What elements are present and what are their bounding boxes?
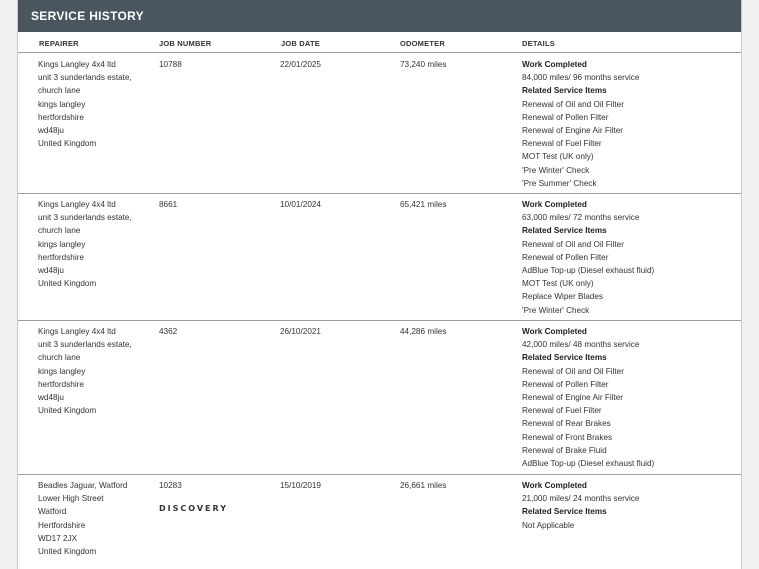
repairer-address-line: wd48ju — [38, 393, 64, 403]
repairer-address-line: hertfordshire — [38, 379, 84, 389]
repairer-address-line: United Kingdom — [38, 279, 97, 289]
repairer-address-line: church lane — [38, 86, 81, 96]
table-row — [18, 320, 741, 475]
repairer-address-line: unit 3 sunderlands estate, — [38, 73, 132, 83]
service-item: Replace Wiper Blades — [522, 292, 604, 302]
job-date-cell — [280, 58, 321, 71]
work-completed-label: Work Completed — [522, 200, 587, 209]
repairer-address-line: wd48ju — [38, 126, 64, 136]
job-date: 22/01/2025 — [280, 60, 321, 69]
work-completed-label: Work Completed — [522, 60, 587, 69]
service-item: 'Pre Winter' Check — [522, 305, 590, 315]
repairer-address — [38, 198, 153, 290]
job-number-cell — [159, 58, 182, 71]
work-completed-value: 21,000 miles/ 24 months service — [522, 494, 640, 504]
service-item: MOT Test (UK only) — [522, 279, 594, 289]
service-item: Renewal of Pollen Filter — [522, 379, 609, 389]
repairer-address-line: kings langley — [38, 239, 86, 249]
service-item: Renewal of Rear Brakes — [522, 419, 611, 429]
service-item: Renewal of Engine Air Filter — [522, 393, 624, 403]
work-completed-label: Work Completed — [522, 327, 587, 336]
job-date: 10/01/2024 — [280, 200, 321, 209]
column-header-job-number: JOB NUMBER — [159, 39, 212, 48]
job-date: 15/10/2019 — [280, 481, 321, 490]
repairer-address-line: United Kingdom — [38, 547, 97, 557]
repairer-address — [38, 325, 153, 417]
job-number: 8661 — [159, 200, 178, 209]
repairer-address-line: kings langley — [38, 366, 86, 376]
odometer: 44,286 miles — [400, 327, 447, 336]
odometer-cell — [400, 58, 446, 71]
repairer-address-line: Hertfordshire — [38, 520, 86, 530]
service-item: 'Pre Summer' Check — [522, 178, 597, 188]
repairer-address-line: wd48ju — [38, 266, 64, 276]
discovery-logo: DISCOVERY — [159, 504, 229, 514]
service-item: Renewal of Pollen Filter — [522, 252, 609, 262]
repairer-address-line: church lane — [38, 353, 81, 363]
service-item: Renewal of Fuel Filter — [522, 406, 602, 416]
work-completed-value: 63,000 miles/ 72 months service — [522, 213, 640, 223]
work-completed-value: 42,000 miles/ 48 months service — [522, 340, 640, 350]
repairer-address-line: Kings Langley 4x4 ltd — [38, 327, 116, 336]
odometer-cell — [400, 198, 446, 211]
service-item: Not Applicable — [522, 520, 575, 530]
job-number-cell — [159, 198, 177, 211]
repairer-address-line: church lane — [38, 226, 81, 236]
repairer-address — [38, 479, 153, 558]
repairer-address-line: United Kingdom — [38, 406, 97, 416]
odometer-cell — [400, 479, 446, 492]
job-number-cell — [159, 325, 177, 338]
service-item: AdBlue Top-up (Diesel exhaust fluid) — [522, 266, 655, 276]
service-item: MOT Test (UK only) — [522, 152, 594, 162]
service-item: Renewal of Oil and Oil Filter — [522, 239, 624, 249]
job-number-cell — [159, 479, 228, 515]
column-header-job-date: JOB DATE — [281, 39, 320, 48]
job-date-cell — [280, 198, 321, 211]
repairer-address-line: unit 3 sunderlands estate, — [38, 213, 132, 223]
service-item: 'Pre Winter' Check — [522, 165, 590, 175]
odometer: 65,421 miles — [400, 200, 447, 209]
details-cell — [522, 58, 737, 190]
service-item: Renewal of Fuel Filter — [522, 139, 602, 149]
column-header-odometer: ODOMETER — [400, 39, 445, 48]
service-item: AdBlue Top-up (Diesel exhaust fluid) — [522, 459, 655, 469]
job-date-cell — [280, 325, 321, 338]
service-item: Renewal of Oil and Oil Filter — [522, 99, 624, 109]
column-header-details: DETAILS — [522, 39, 555, 48]
column-header-repairer: REPAIRER — [39, 39, 79, 48]
details-cell — [522, 198, 737, 317]
job-number: 4362 — [159, 327, 178, 336]
repairer-address-line: Kings Langley 4x4 ltd — [38, 200, 116, 209]
job-number: 10788 — [159, 60, 182, 69]
service-item: Renewal of Oil and Oil Filter — [522, 366, 624, 376]
repairer-address-line: Lower High Street — [38, 494, 104, 504]
service-item: Renewal of Pollen Filter — [522, 112, 609, 122]
repairer-address-line: kings langley — [38, 99, 86, 109]
repairer-address-line: unit 3 sunderlands estate, — [38, 340, 132, 350]
odometer: 26,661 miles — [400, 481, 447, 490]
service-item: Renewal of Front Brakes — [522, 432, 613, 442]
repairer-address-line: United Kingdom — [38, 139, 97, 149]
service-item: Renewal of Brake Fluid — [522, 445, 607, 455]
job-number: 10283 — [159, 481, 182, 490]
details-cell — [522, 479, 737, 532]
table-header — [18, 32, 741, 53]
repairer-address-line: hertfordshire — [38, 112, 84, 122]
job-date: 26/10/2021 — [280, 327, 321, 336]
related-service-items-label: Related Service Items — [522, 507, 607, 517]
service-item: Renewal of Engine Air Filter — [522, 126, 624, 136]
page-title: SERVICE HISTORY — [31, 9, 144, 23]
work-completed-value: 84,000 miles/ 96 months service — [522, 73, 640, 83]
repairer-address-line: hertfordshire — [38, 252, 84, 262]
repairer-address-line: WD17 2JX — [38, 533, 78, 543]
repairer-address-line: Watford — [38, 507, 67, 517]
repairer-address-line: Beadles Jaguar, Watford — [38, 481, 128, 490]
related-service-items-label: Related Service Items — [522, 226, 607, 236]
related-service-items-label: Related Service Items — [522, 353, 607, 363]
service-history-card — [17, 0, 742, 569]
repairer-address — [38, 58, 153, 150]
odometer-cell — [400, 325, 446, 338]
related-service-items-label: Related Service Items — [522, 86, 607, 96]
repairer-address-line: Kings Langley 4x4 ltd — [38, 60, 116, 69]
details-cell — [522, 325, 737, 470]
service-history-header — [18, 0, 741, 32]
table-row — [18, 474, 741, 566]
table-row — [18, 193, 741, 321]
job-date-cell — [280, 479, 321, 492]
odometer: 73,240 miles — [400, 60, 447, 69]
work-completed-label: Work Completed — [522, 481, 587, 490]
table-row — [18, 53, 741, 194]
